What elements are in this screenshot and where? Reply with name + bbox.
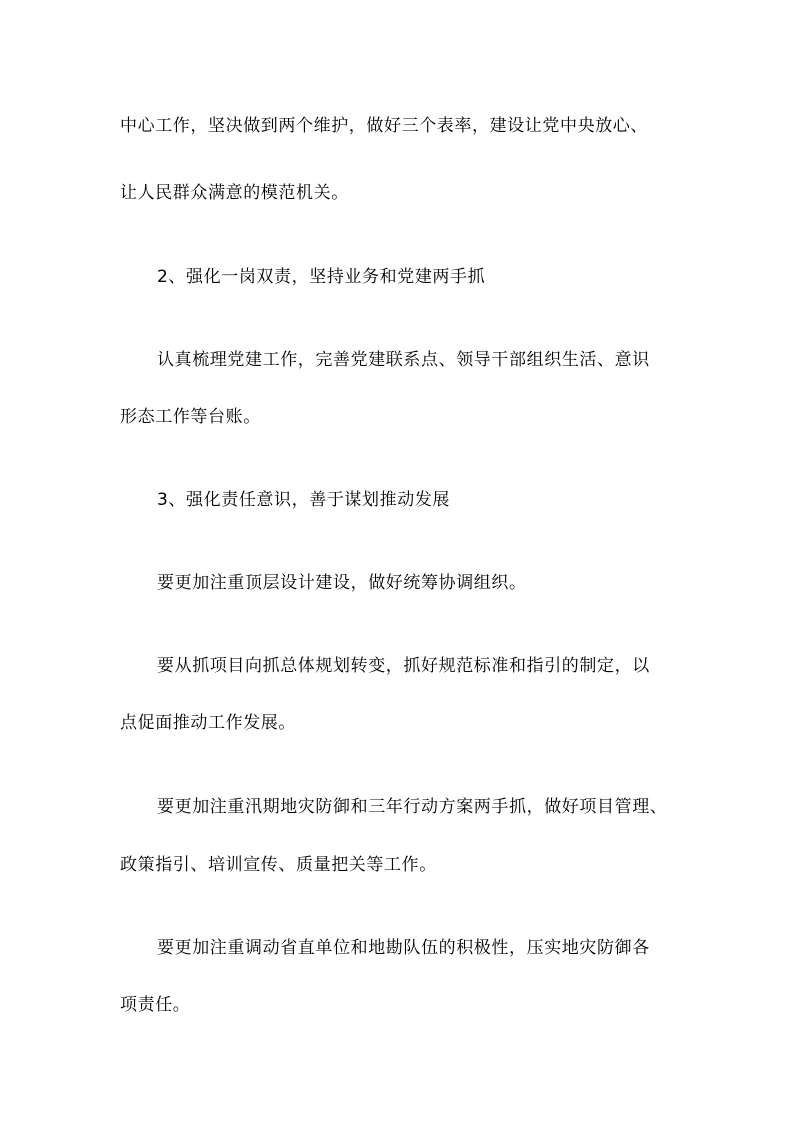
paragraph-3-line-1: 要更加注重顶层设计建设，做好统筹协调组织。	[157, 573, 527, 593]
paragraph-1-line-2: 让人民群众满意的模范机关。	[120, 183, 349, 203]
section-heading-2: 2、强化一岗双责，坚持业务和党建两手抓	[157, 267, 486, 287]
paragraph-5-line-2: 政策指引、培训宣传、质量把关等工作。	[120, 855, 437, 875]
paragraph-2-line-1: 认真梳理党建工作，完善党建联系点、领导干部组织生活、意识	[157, 350, 650, 370]
section-heading-3: 3、强化责任意识，善于谋划推动发展	[157, 490, 451, 510]
paragraph-6-line-2: 项责任。	[120, 995, 191, 1015]
paragraph-4-line-1: 要从抓项目向抓总体规划转变，抓好规范标准和指引的制定，以	[157, 656, 650, 676]
paragraph-4-line-2: 点促面推动工作发展。	[120, 713, 296, 733]
paragraph-6-line-1: 要更加注重调动省直单位和地勘队伍的积极性，压实地灾防御各	[157, 938, 650, 958]
paragraph-1-line-1: 中心工作，坚决做到两个维护，做好三个表率，建设让党中央放心、	[120, 116, 648, 136]
paragraph-5-line-1: 要更加注重汛期地灾防御和三年行动方案两手抓，做好项目管理、	[157, 797, 668, 817]
paragraph-2-line-2: 形态工作等台账。	[120, 407, 261, 427]
